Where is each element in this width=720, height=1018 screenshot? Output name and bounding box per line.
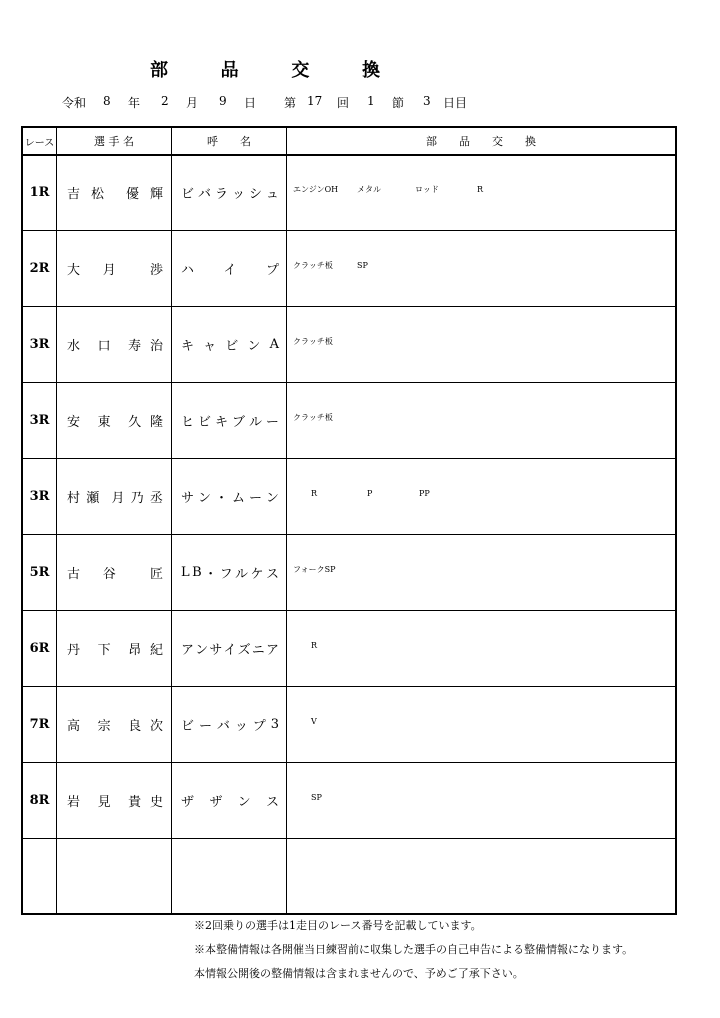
title-char: 換 bbox=[361, 60, 380, 81]
call-name-char: L bbox=[181, 564, 190, 580]
call-name bbox=[181, 306, 279, 382]
call-name-char: ー bbox=[248, 490, 262, 506]
call-name-char: ビ bbox=[181, 186, 195, 202]
date-day-unit: 日 bbox=[244, 96, 257, 110]
part-item: P bbox=[367, 489, 373, 498]
part-item: R bbox=[311, 641, 318, 650]
date-dai: 第 bbox=[284, 96, 297, 110]
call-name-char: ッ bbox=[231, 186, 245, 202]
racer-name-char: 丞 bbox=[149, 490, 163, 506]
race-number: 7R bbox=[29, 716, 50, 732]
call-name-char: ル bbox=[248, 414, 262, 430]
call-name-char: ー bbox=[265, 414, 279, 430]
racer-name-char: 治 bbox=[149, 338, 163, 354]
part-item: クラッチ板 bbox=[293, 337, 333, 346]
call-name-char: ビ bbox=[197, 414, 211, 430]
call-name-char: ズ bbox=[237, 642, 251, 658]
call-name-char: サ bbox=[209, 642, 223, 658]
racer-name-char: 大 bbox=[67, 262, 81, 278]
racer-name-char: 水 bbox=[67, 338, 81, 354]
header-call: 呼 名 bbox=[207, 135, 251, 148]
racer-name-char: 紀 bbox=[149, 642, 163, 658]
call-name-char: ル bbox=[235, 566, 249, 582]
racer-name bbox=[67, 458, 163, 534]
part-item: メタル bbox=[357, 185, 381, 194]
date-month-unit: 月 bbox=[186, 96, 199, 110]
racer-name-char: 隆 bbox=[149, 414, 163, 430]
date-nichime: 日目 bbox=[443, 96, 468, 110]
racer-name bbox=[67, 610, 163, 686]
header-parts: 部 品 交 換 bbox=[426, 135, 536, 148]
part-item: ロッド bbox=[415, 185, 439, 194]
parts-cell bbox=[287, 458, 671, 534]
racer-name-char: 吉 bbox=[67, 186, 81, 202]
call-name bbox=[181, 382, 279, 458]
race-number: 2R bbox=[29, 260, 50, 276]
date-year-unit: 年 bbox=[128, 96, 141, 110]
call-name-char: ュ bbox=[265, 186, 279, 202]
date-month: 2 bbox=[161, 94, 169, 108]
racer-name bbox=[67, 762, 163, 838]
parts-cell bbox=[287, 230, 671, 306]
parts-cell bbox=[287, 838, 671, 914]
racer-name-char: 口 bbox=[97, 338, 111, 354]
call-name-char: ・ bbox=[204, 566, 218, 582]
date-year: 8 bbox=[103, 94, 111, 108]
racer-name-char: 高 bbox=[67, 718, 81, 734]
racer-name-char: 見 bbox=[97, 794, 111, 810]
race-number: 1R bbox=[29, 184, 50, 200]
call-name-char: ビ bbox=[225, 338, 239, 354]
title-char: 交 bbox=[291, 60, 310, 81]
racer-name-char: 月 bbox=[111, 490, 125, 506]
part-item: エンジンOH bbox=[293, 185, 339, 194]
table-row bbox=[23, 230, 675, 307]
call-name-char: B bbox=[192, 564, 202, 580]
part-item: フォークSP bbox=[293, 565, 336, 574]
table-row bbox=[23, 686, 675, 763]
racer-name-char: 匠 bbox=[149, 566, 163, 582]
race-number: 3R bbox=[29, 336, 50, 352]
racer-name-char: 輝 bbox=[149, 186, 163, 202]
call-name-char: ン bbox=[237, 794, 251, 810]
racer-name bbox=[67, 686, 163, 762]
racer-name-char: 月 bbox=[102, 262, 116, 278]
title-char: 部 bbox=[150, 60, 168, 81]
racer-name-char: 丹 bbox=[67, 642, 81, 658]
racer-name-char: 宗 bbox=[97, 718, 111, 734]
call-name-char: バ bbox=[216, 718, 230, 734]
racer-name bbox=[67, 154, 163, 230]
racer-name-char: 昂 bbox=[128, 642, 142, 658]
racer-name-char: 乃 bbox=[130, 490, 144, 506]
call-name-char: ヒ bbox=[181, 414, 195, 430]
call-name-char: ャ bbox=[203, 338, 217, 354]
part-item: R bbox=[477, 185, 484, 194]
title-char: 品 bbox=[220, 60, 239, 81]
parts-cell bbox=[287, 762, 671, 838]
part-item: R bbox=[311, 489, 318, 498]
call-name-char: フ bbox=[219, 566, 233, 582]
parts-cell bbox=[287, 686, 671, 762]
racer-name-char: 安 bbox=[67, 414, 81, 430]
parts-cell bbox=[287, 382, 671, 458]
table-row bbox=[23, 610, 675, 687]
call-name-char: プ bbox=[252, 718, 266, 734]
date-nichime-num: 3 bbox=[423, 94, 431, 108]
call-name-char: ム bbox=[231, 490, 245, 506]
race-number: 3R bbox=[29, 412, 50, 428]
racer-name-char: 貴 bbox=[128, 794, 142, 810]
racer-name-char: 次 bbox=[149, 718, 163, 734]
racer-name-char: 谷 bbox=[102, 566, 116, 582]
call-name-char: ザ bbox=[209, 794, 223, 810]
call-name bbox=[181, 230, 279, 306]
call-name-char: ・ bbox=[214, 490, 228, 506]
note-line: 本情報公開後の整備情報は含まれませんので、予めご了承下さい。 bbox=[194, 967, 524, 980]
race-number: 5R bbox=[29, 564, 50, 580]
call-name-char: ハ bbox=[181, 262, 195, 278]
call-name bbox=[181, 838, 279, 914]
racer-name-char: 史 bbox=[149, 794, 163, 810]
call-name-char: ザ bbox=[181, 794, 195, 810]
table-header bbox=[23, 128, 675, 156]
racer-name-char: 東 bbox=[97, 414, 111, 430]
call-name-char: キ bbox=[181, 338, 195, 354]
call-name-char: イ bbox=[223, 642, 237, 658]
call-name bbox=[181, 610, 279, 686]
racer-name-char: 村 bbox=[67, 490, 81, 506]
part-item: クラッチ板 bbox=[293, 413, 333, 422]
call-name-char: シ bbox=[248, 186, 262, 202]
call-name-char: サ bbox=[181, 490, 195, 506]
call-name-char: ー bbox=[198, 718, 212, 734]
date-day: 9 bbox=[219, 94, 227, 108]
racer-name bbox=[67, 230, 163, 306]
racer-name-char: 渉 bbox=[149, 262, 163, 278]
racer-name bbox=[67, 838, 163, 914]
note-line: ※2回乗りの選手は1走目のレース番号を記載しています。 bbox=[194, 919, 482, 932]
racer-name-char: 良 bbox=[128, 718, 142, 734]
call-name-char: ニ bbox=[251, 642, 265, 658]
part-item: SP bbox=[311, 793, 322, 802]
call-name-char: ブ bbox=[231, 414, 245, 430]
racer-name-char: 下 bbox=[97, 642, 111, 658]
call-name-char: ン bbox=[195, 642, 209, 658]
race-number: 6R bbox=[29, 640, 50, 656]
call-name bbox=[181, 762, 279, 838]
table-body bbox=[23, 154, 675, 913]
parts-cell bbox=[287, 534, 671, 610]
call-name-char: ビ bbox=[181, 718, 195, 734]
part-item: SP bbox=[357, 261, 368, 270]
call-name bbox=[181, 534, 279, 610]
call-name bbox=[181, 686, 279, 762]
call-name-char: ッ bbox=[234, 718, 248, 734]
date-era: 令和 bbox=[62, 96, 87, 110]
call-name-char: イ bbox=[223, 262, 237, 278]
call-name-char: ン bbox=[247, 338, 261, 354]
table-row bbox=[23, 154, 675, 231]
racer-name-char: 岩 bbox=[67, 794, 81, 810]
racer-name-char: 久 bbox=[128, 414, 142, 430]
call-name-char: ケ bbox=[250, 566, 264, 582]
parts-exchange-table bbox=[21, 126, 677, 915]
call-name-char: キ bbox=[214, 414, 228, 430]
note-line: ※本整備情報は各開催当日練習前に収集した選手の自己申告による整備情報になります。 bbox=[194, 943, 634, 956]
table-row bbox=[23, 458, 675, 535]
page-title bbox=[150, 56, 380, 80]
table-row bbox=[23, 762, 675, 839]
call-name-char: ラ bbox=[214, 186, 228, 202]
header-name: 選 手 名 bbox=[94, 135, 134, 148]
call-name-char: ン bbox=[197, 490, 211, 506]
header-race: レース bbox=[24, 137, 55, 149]
call-name-char: A bbox=[269, 336, 279, 352]
call-name-char: ア bbox=[265, 642, 279, 658]
call-name-char: ア bbox=[181, 642, 195, 658]
call-name-char: プ bbox=[265, 262, 279, 278]
date-kai: 回 bbox=[337, 96, 350, 110]
call-name-char: バ bbox=[197, 186, 211, 202]
call-name-char: ン bbox=[265, 490, 279, 506]
racer-name-char: 優 bbox=[125, 186, 139, 202]
racer-name-char: 古 bbox=[67, 566, 81, 582]
date-kai-num: 17 bbox=[307, 94, 323, 108]
race-number: 3R bbox=[29, 488, 50, 504]
table-row bbox=[23, 382, 675, 459]
racer-name-char: 瀬 bbox=[86, 490, 100, 506]
racer-name bbox=[67, 382, 163, 458]
call-name-char: ス bbox=[265, 566, 279, 582]
racer-name bbox=[67, 534, 163, 610]
table-row bbox=[23, 838, 675, 914]
call-name bbox=[181, 458, 279, 534]
date-setsu-num: 1 bbox=[367, 94, 375, 108]
call-name-char: ス bbox=[265, 794, 279, 810]
part-item: PP bbox=[419, 489, 430, 498]
parts-cell bbox=[287, 154, 671, 230]
part-item: V bbox=[311, 717, 317, 726]
table-row bbox=[23, 534, 675, 611]
parts-cell bbox=[287, 610, 671, 686]
call-name-char: 3 bbox=[270, 716, 279, 732]
table-row bbox=[23, 306, 675, 383]
part-item: クラッチ板 bbox=[293, 261, 333, 270]
racer-name-char: 寿 bbox=[128, 338, 142, 354]
date-setsu: 節 bbox=[392, 96, 405, 110]
racer-name-char: 松 bbox=[91, 186, 105, 202]
race-number: 8R bbox=[29, 792, 50, 808]
race-number bbox=[23, 838, 56, 914]
racer-name bbox=[67, 306, 163, 382]
parts-cell bbox=[287, 306, 671, 382]
call-name bbox=[181, 154, 279, 230]
